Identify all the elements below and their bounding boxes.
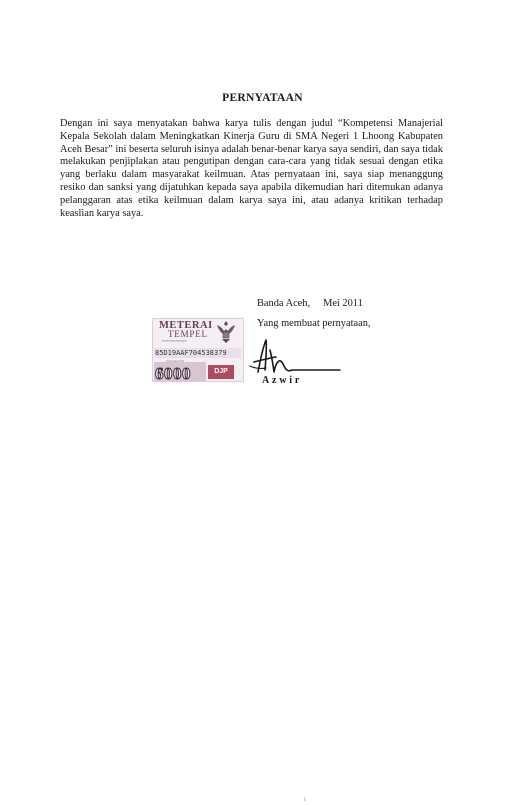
maker-label: Yang membuat pernyataan,	[257, 318, 371, 329]
revenue-stamp	[152, 318, 244, 382]
place-date: Banda Aceh, Mei 2011	[257, 298, 363, 309]
handwritten-signature-icon	[240, 332, 350, 380]
stamp-microprint-2: ▪▪▪▪▪▪▪▪▪▪▪▪▪▪▪▪	[166, 359, 185, 363]
stamp-serial: 85D19AAF704538379	[154, 348, 241, 358]
statement-paragraph: Dengan ini saya menyatakan bahwa karya tulis dengan judul “Kompetensi Manajerial Kepala Sekolah dalam Meningkatkan Kinerja Guru di SMA Negeri 1 Lhoong Kabupaten Aceh Besar” ini beserta seluruh isinya adalah benar-benar karya saya sendiri, dan saya tidak melakukan penjiplakan atau pengutipan dengan cara-cara yang tidak sesuai dengan etika yang berlaku dalam masyarakat keilmuan. Atas pernyataan ini, saya siap menanggung resiko dan sanksi yang dijatuhkan kepada saya apabila dikemudian hari ditemukan adanya pelanggaran atas etika keilmuan dalam karya saya ini, atau adanya kritikan terhadap keaslian karya saya.	[60, 118, 443, 219]
garuda-emblem-icon	[214, 319, 238, 345]
page-number: i	[304, 797, 306, 803]
signer-name: Azwir	[262, 375, 303, 386]
stamp-value: 6000	[155, 364, 191, 383]
stamp-currency: DJP	[208, 365, 234, 379]
page-title: PERNYATAAN	[222, 92, 303, 104]
stamp-microprint: ▪▪▪▪▪▪▪▪▪▪▪▪▪▪▪▪▪▪▪▪	[162, 339, 187, 343]
stamp-label-meterai: METERAI	[159, 320, 213, 331]
stamp-label-tempel: TEMPEL	[168, 329, 208, 339]
